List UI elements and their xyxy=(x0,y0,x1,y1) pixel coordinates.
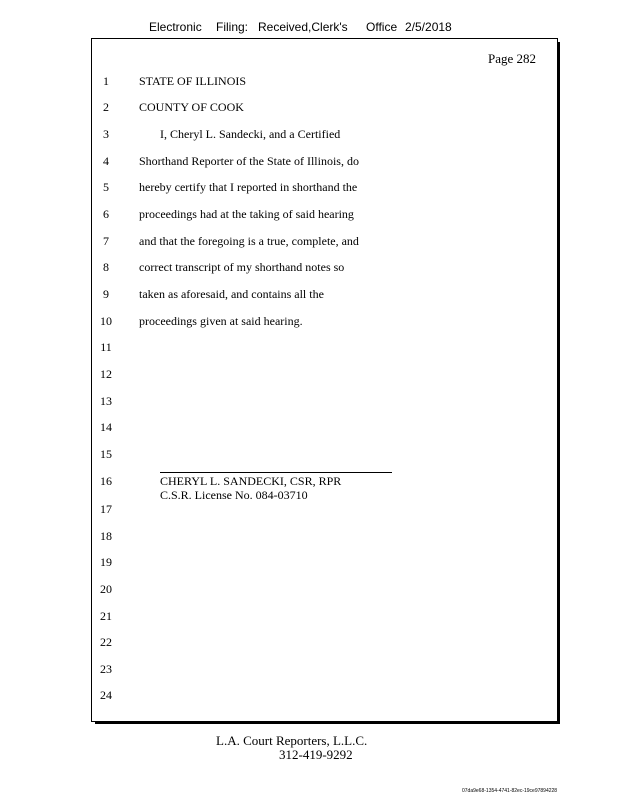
signature-name: CHERYL L. SANDECKI, CSR, RPR xyxy=(160,474,342,488)
text-certification: hereby certify that I reported in shorthand the xyxy=(139,180,358,194)
line-number: 3 xyxy=(103,127,109,141)
document-id: 07da9e68-1354-4741-82ec-19ce97894228 xyxy=(462,788,558,794)
line-number: 9 xyxy=(103,287,109,301)
filing-header-filing: Filing: xyxy=(216,20,249,34)
line-number: 18 xyxy=(100,529,112,543)
line-number: 24 xyxy=(100,688,112,702)
line-number: 19 xyxy=(100,555,112,569)
text-certification: proceedings had at the taking of said hearing xyxy=(139,207,354,221)
text-state: STATE OF ILLINOIS xyxy=(139,74,247,88)
text-certification: correct transcript of my shorthand notes so xyxy=(139,260,345,274)
line-number: 20 xyxy=(100,582,112,596)
line-number: 16 xyxy=(100,474,112,488)
line-number: 5 xyxy=(103,180,109,194)
signature-line xyxy=(160,472,392,473)
line-number: 17 xyxy=(100,502,112,516)
line-number: 2 xyxy=(103,100,109,114)
text-certification: and that the foregoing is a true, complete, and xyxy=(139,234,359,248)
line-number: 14 xyxy=(100,420,112,434)
text-certification: proceedings given at said hearing. xyxy=(139,314,303,328)
line-number: 12 xyxy=(100,367,112,381)
footer-phone: 312-419-9292 xyxy=(279,747,353,762)
text-certification: taken as aforesaid, and contains all the xyxy=(139,287,324,301)
line-number: 23 xyxy=(100,662,112,676)
page-shadow-bottom xyxy=(95,722,560,724)
text-county: COUNTY OF COOK xyxy=(139,100,244,114)
page-shadow-right xyxy=(558,42,560,724)
line-number: 21 xyxy=(100,609,112,623)
line-number: 8 xyxy=(103,260,109,274)
line-number: 1 xyxy=(103,74,109,88)
line-number: 15 xyxy=(100,447,112,461)
text-certification: I, Cheryl L. Sandecki, and a Certified xyxy=(160,127,341,141)
line-number: 7 xyxy=(103,234,109,248)
line-number: 4 xyxy=(103,154,109,168)
line-number: 6 xyxy=(103,207,109,221)
page-number: Page 282 xyxy=(488,51,537,66)
line-number: 11 xyxy=(100,340,112,354)
line-number: 10 xyxy=(100,314,112,328)
filing-header-received: Received,Clerk's xyxy=(258,20,348,34)
signature-license: C.S.R. License No. 084-03710 xyxy=(160,488,308,502)
filing-header-office: Office xyxy=(366,20,398,34)
line-number: 22 xyxy=(100,635,112,649)
filing-header-date: 2/5/2018 xyxy=(405,20,452,34)
filing-header-electronic: Electronic xyxy=(149,20,202,34)
line-number: 13 xyxy=(100,394,112,408)
text-certification: Shorthand Reporter of the State of Illinois, do xyxy=(139,154,359,168)
footer-company: L.A. Court Reporters, L.L.C. xyxy=(216,733,368,748)
